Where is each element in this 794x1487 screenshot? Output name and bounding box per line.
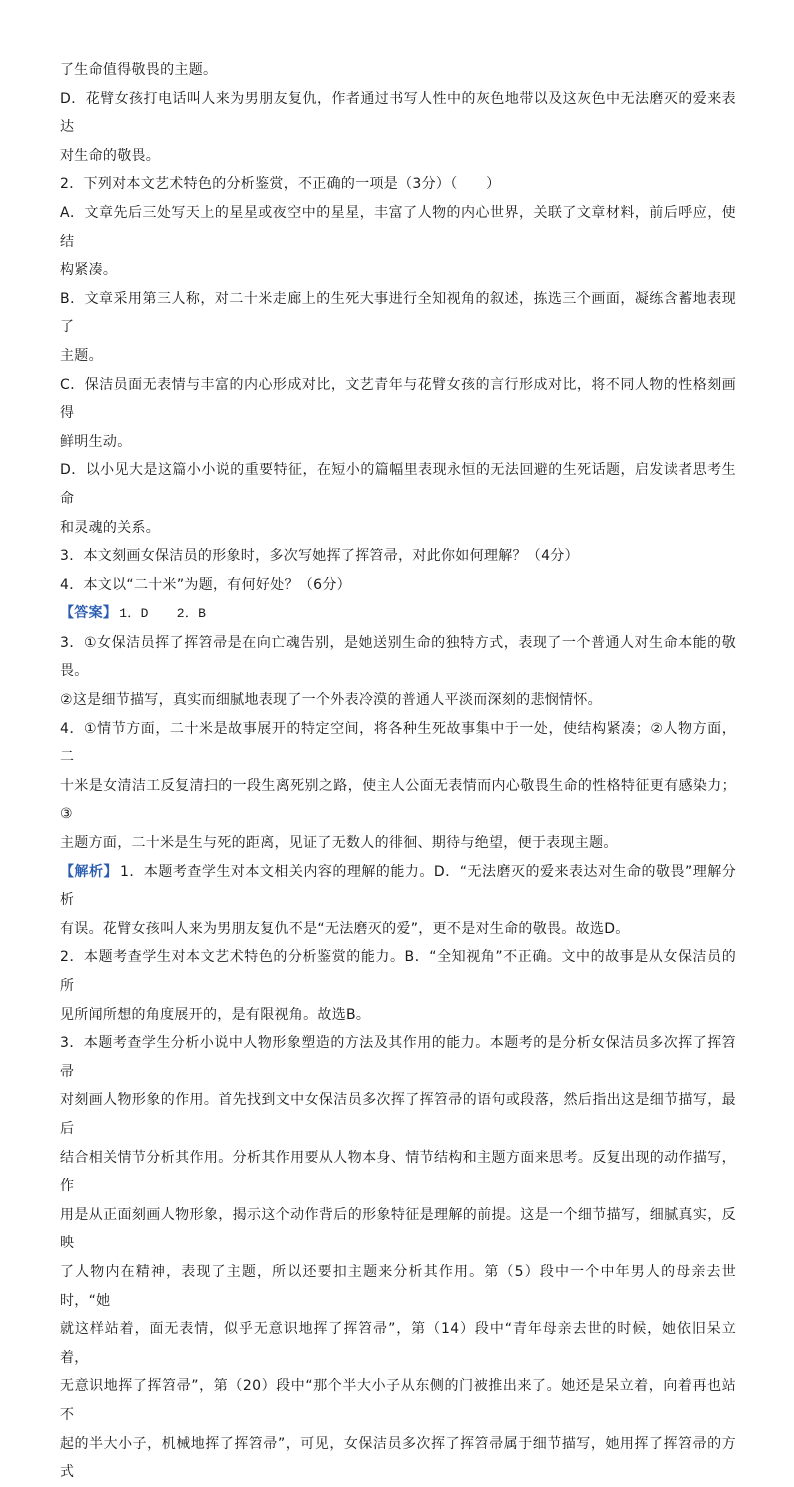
q1-option-d-line1: D．花臂女孩打电话叫人来为男朋友复仇，作者通过书写人性中的灰色地带以及这灰色中无法磨灭的爱来表达 — [60, 90, 736, 136]
answer-3-line2: ②这是细节描写，真实而细腻地表现了一个外表冷漠的普通人平淡而深刻的悲悯情怀。 — [60, 692, 602, 709]
q4-stem: 4．本文以“二十米”为题，有何好处？（6分） — [60, 576, 351, 593]
answer-4-line1: 4．①情节方面，二十米是故事展开的特定空间，将各种生死故事集中于一处，使结构紧凑；②人物方面，二 — [60, 720, 736, 766]
q2-option-d-line2: 和灵魂的关系。 — [60, 519, 161, 536]
q2-stem: 2．下列对本文艺术特色的分析鉴赏，不正确的一项是（3分）（ ） — [60, 176, 501, 193]
answer-3-line1: 3．①女保洁员挥了挥笤帚是在向亡魂告别，是她送别生命的独特方式，表现了一个普通人对生命本能的敬畏。 — [60, 634, 736, 680]
answer-line — [60, 599, 736, 629]
analysis-3-line: 结合相关情节分析其作用。分析其作用要从人物本身、情节结构和主题方面来思考。反复出现的动作描写，作 — [60, 1149, 736, 1195]
analysis-3-line: 无意识地挥了挥笤帚”，第（20）段中“那个半大小子从东侧的门被推出来了。她还是呆立着，向着再也站不 — [60, 1378, 736, 1423]
analysis-1-line2: 有误。花臂女孩叫人来为男朋友复仇不是“无法磨灭的爱”，更不是对生命的敬畏。故选D。 — [60, 920, 630, 937]
answer-4-line2: 十米是女清洁工反复清扫的一段生离死别之路，使主人公面无表情而内心敬畏生命的性格特征更有感染力；③ — [60, 777, 736, 823]
answer-tag: 【答案】 — [60, 605, 118, 622]
q2-option-c-line2: 鲜明生动。 — [60, 433, 132, 450]
analysis-3-line: 起的半大小子，机械地挥了挥笤帚”，可见，女保洁员多次挥了挥笤帚属于细节描写，她用挥了挥笤帚的方式 — [60, 1435, 736, 1481]
analysis-3-line: 对刻画人物形象的作用。首先找到文中女保洁员多次挥了挥笤帚的语句或段落，然后指出这是细节描写，最后 — [60, 1092, 736, 1137]
document-page — [60, 56, 736, 1487]
intro-tail: 了生命值得敬畏的主题。 — [60, 62, 218, 78]
analysis-3-line: 了人物内在精神，表现了主题，所以还要扣主题来分析其作用。第（5）段中一个中年男人的母亲去世时，“她 — [60, 1263, 736, 1309]
answer-1: 1．D — [119, 606, 149, 622]
q2-option-c-line1: C．保洁员面无表情与丰富的内心形成对比，文艺青年与花臂女孩的言行形成对比，将不同人物的性格刻画得 — [60, 376, 736, 422]
answer-4-line3: 主题方面，二十米是生与死的距离，见证了无数人的徘徊、期待与绝望，便于表现主题。 — [60, 835, 618, 852]
analysis-3-line: 就这样站着，面无表情，似乎无意识地挥了挥笤帚”，第（14）段中“青年母亲去世的时候，她依旧呆立着， — [60, 1321, 736, 1366]
analysis-2-line1: 2．本题考查学生对本文艺术特色的分析鉴赏的能力。B．“全知视角”不正确。文中的故事是从女保洁员的所 — [60, 949, 736, 994]
q2-option-b-line2: 主题。 — [60, 347, 103, 364]
q2-option-a-line2: 构紧凑。 — [60, 262, 118, 279]
analysis-1-text: 1．本题考查学生对本文相关内容的理解的能力。D．“无法磨灭的爱来表达对生命的敬畏”理解分析 — [60, 863, 737, 909]
q2-option-d-line1: D．以小见大是这篇小小说的重要特征，在短小的篇幅里表现永恒的无法回避的生死话题，启发读者思考生命 — [60, 462, 736, 507]
analysis-1-line1 — [60, 858, 736, 915]
q1-option-d-line2: 对生命的敬畏。 — [60, 147, 161, 164]
answer-2: 2．B — [176, 606, 207, 622]
q2-option-a-line1: A．文章先后三处写天上的星星或夜空中的星星，丰富了人物的内心世界，关联了文章材料，前后呼应，使结 — [60, 204, 736, 250]
q3-stem: 3．本文刻画女保洁员的形象时，多次写她挥了挥笤帚，对此你如何理解？（4分） — [60, 548, 579, 565]
analysis-2-line2: 见所闻所想的角度展开的，是有限视角。故选B。 — [60, 1006, 371, 1023]
analysis-3-line: 用是从正面刻画人物形象，揭示这个动作背后的形象特征是理解的前提。这是一个细节描写，细腻真实，反映 — [60, 1206, 736, 1252]
analysis-3-line: 3．本题考查学生分析小说中人物形象塑造的方法及其作用的能力。本题考的是分析女保洁员多次挥了挥笤帚 — [60, 1035, 736, 1080]
analysis-tag: 【解析】 — [60, 863, 119, 880]
q2-option-b-line1: B．文章采用第三人称，对二十米走廊上的生死大事进行全知视角的叙述，拣选三个画面，凝练含蓄地表现了 — [60, 290, 736, 336]
